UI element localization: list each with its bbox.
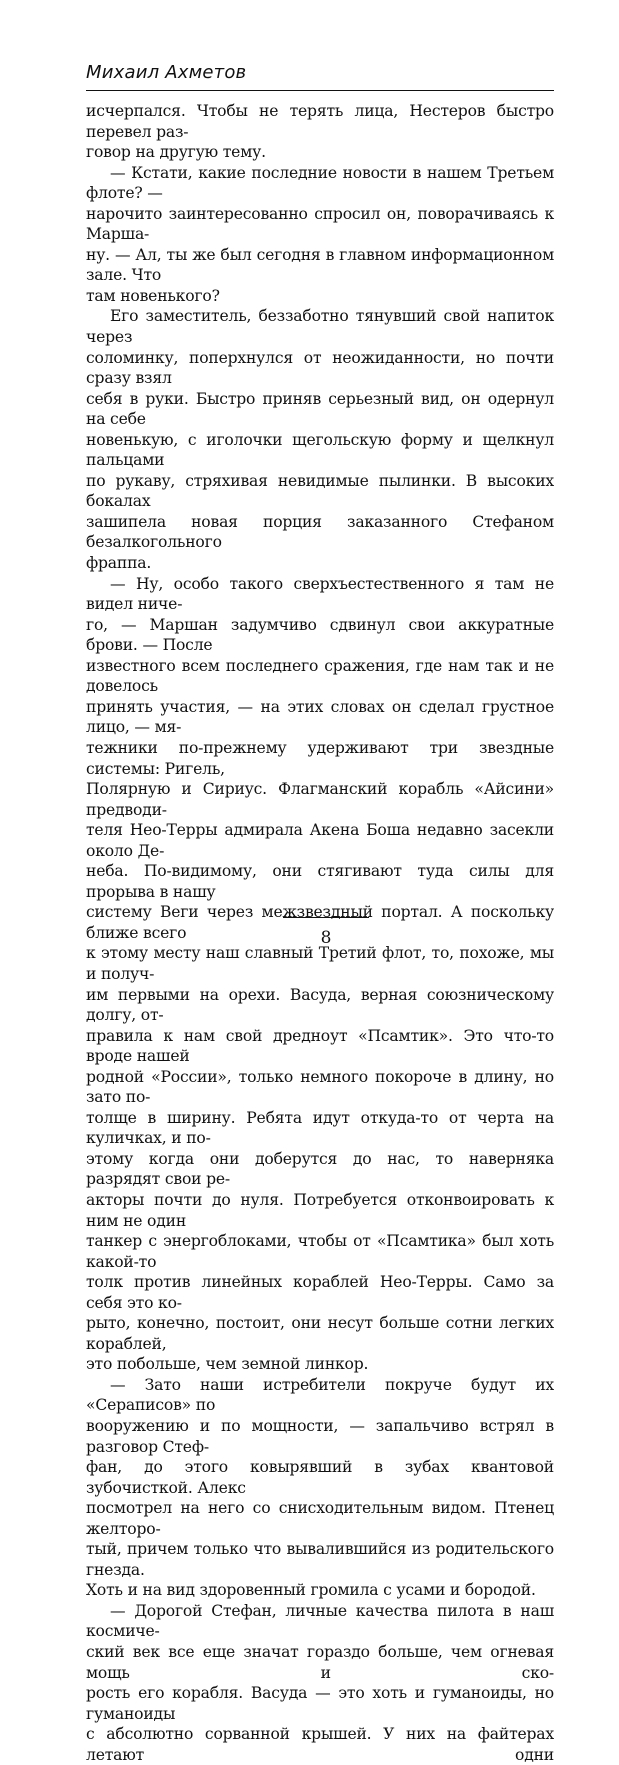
text-line: — Ну, особо такого сверхъестественного я там не видел ниче- <box>86 574 554 614</box>
header-rule <box>86 90 554 91</box>
paragraph <box>86 1375 554 1601</box>
text-line: новенькую, с иголочки щегольскую форму и щелкнул пальцами <box>86 430 554 470</box>
text-line: Полярную и Сириус. Флагманский корабль «Айсини» предводи- <box>86 780 554 819</box>
text-line: нарочито заинтересованно спросил он, поворачиваясь к Марша- <box>86 204 554 244</box>
text-line: посмотрел на него со снисходительным видом. Птенец желторо- <box>86 1499 554 1538</box>
text-line: танкер с энергоблоками, чтобы от «Псамтика» был хоть какой-то <box>86 1232 554 1271</box>
text-line: толще в ширину. Ребята идут откуда-то от черта на куличках, и по- <box>86 1108 554 1148</box>
text-line: с абсолютно сорванной крышей. У них на файтерах летают одни <box>86 1725 554 1764</box>
text-line: зашипела новая порция заказанного Стефаном безалкогольного <box>86 512 554 552</box>
text-line: там новенького? <box>86 286 220 305</box>
text-line: правила к нам свой дредноут «Псамтик». Это что-то вроде нашей <box>86 1026 554 1066</box>
text-line: принять участия, — на этих словах он сделал грустное лицо, — мя- <box>86 697 554 737</box>
text-line: Хоть и на вид здоровенный громила с усами и бородой. <box>86 1581 536 1600</box>
text-line: говор на другую тему. <box>86 143 266 162</box>
text-line: этому когда они доберутся до нас, то наверняка разрядят свои ре- <box>86 1149 554 1189</box>
text-line: рыто, конечно, постоит, они несут больше сотни легких кораблей, <box>86 1314 554 1353</box>
text-line: родной «России», только немного покороче в длину, но зато по- <box>86 1067 554 1107</box>
paragraph <box>86 163 554 307</box>
text-line: это побольше, чем земной линкор. <box>86 1355 369 1374</box>
text-line: им первыми на орехи. Васуда, верная союзническому долгу, от- <box>86 985 554 1025</box>
text-line: — Кстати, какие последние новости в нашем Третьем флоте? — <box>86 163 554 203</box>
text-line: тежники по-прежнему удерживают три звездные системы: Ригель, <box>86 738 554 778</box>
text-line: Его заместитель, беззаботно тянувший свой напиток через <box>86 307 554 347</box>
text-line: соломинку, поперхнулся от неожиданности, но почти сразу взял <box>86 348 554 388</box>
paragraph <box>86 574 554 1375</box>
text-line: известного всем последнего сражения, где нам так и не довелось <box>86 656 554 696</box>
text-line: неба. По-видимому, они стягивают туда силы для прорыва в нашу <box>86 862 554 901</box>
text-line: толк против линейных кораблей Нео-Терры. Само за себя это ко- <box>86 1273 554 1312</box>
text-line: ну. — Ал, ты же был сегодня в главном информационном зале. Что <box>86 245 554 285</box>
text-line: рость его корабля. Васуда — это хоть и гуманоиды, но гуманоиды <box>86 1684 554 1723</box>
text-line: теля Нео-Терры адмирала Акена Боша недавно засекли около Де- <box>86 821 554 860</box>
text-line: фан, до этого ковырявший в зубах квантовой зубочисткой. Алекс <box>86 1458 554 1497</box>
text-line: систему Веги через межзвездный портал. А поскольку ближе всего <box>86 903 554 942</box>
running-header-title: Михаил Ахметов <box>86 62 247 83</box>
footer-rule <box>283 917 369 918</box>
text-line: по рукаву, стряхивая невидимые пылинки. В высоких бокалах <box>86 471 554 511</box>
text-line: акторы почти до нуля. Потребуется отконвоировать к ним не один <box>86 1190 554 1230</box>
paragraph <box>86 101 554 163</box>
text-line: себя в руки. Быстро приняв серьезный вид, он одернул на себе <box>86 389 554 429</box>
paragraph <box>86 306 554 573</box>
paragraph <box>86 1601 554 1765</box>
text-line: ский век все еще значат гораздо больше, чем огневая мощь и ско- <box>86 1643 554 1682</box>
text-line: фраппа. <box>86 554 152 573</box>
text-line: — Зато наши истребители покруче будут их «Сераписов» по <box>86 1375 554 1415</box>
text-line: к этому месту наш славный Третий флот, то, похоже, мы и получ- <box>86 944 554 983</box>
running-header <box>86 62 554 91</box>
text-line: тый, причем только что вывалившийся из родительского гнезда. <box>86 1540 554 1579</box>
page-number: 8 <box>320 928 332 948</box>
text-line: исчерпался. Чтобы не терять лица, Нестеров быстро перевел раз- <box>86 102 554 141</box>
text-line: вооружению и по мощности, — запальчиво встрял в разговор Стеф- <box>86 1417 554 1456</box>
text-line: го, — Маршан задумчиво сдвинул свои аккуратные брови. — После <box>86 615 554 655</box>
text-line: — Дорогой Стефан, личные качества пилота в наш космиче- <box>86 1601 554 1641</box>
